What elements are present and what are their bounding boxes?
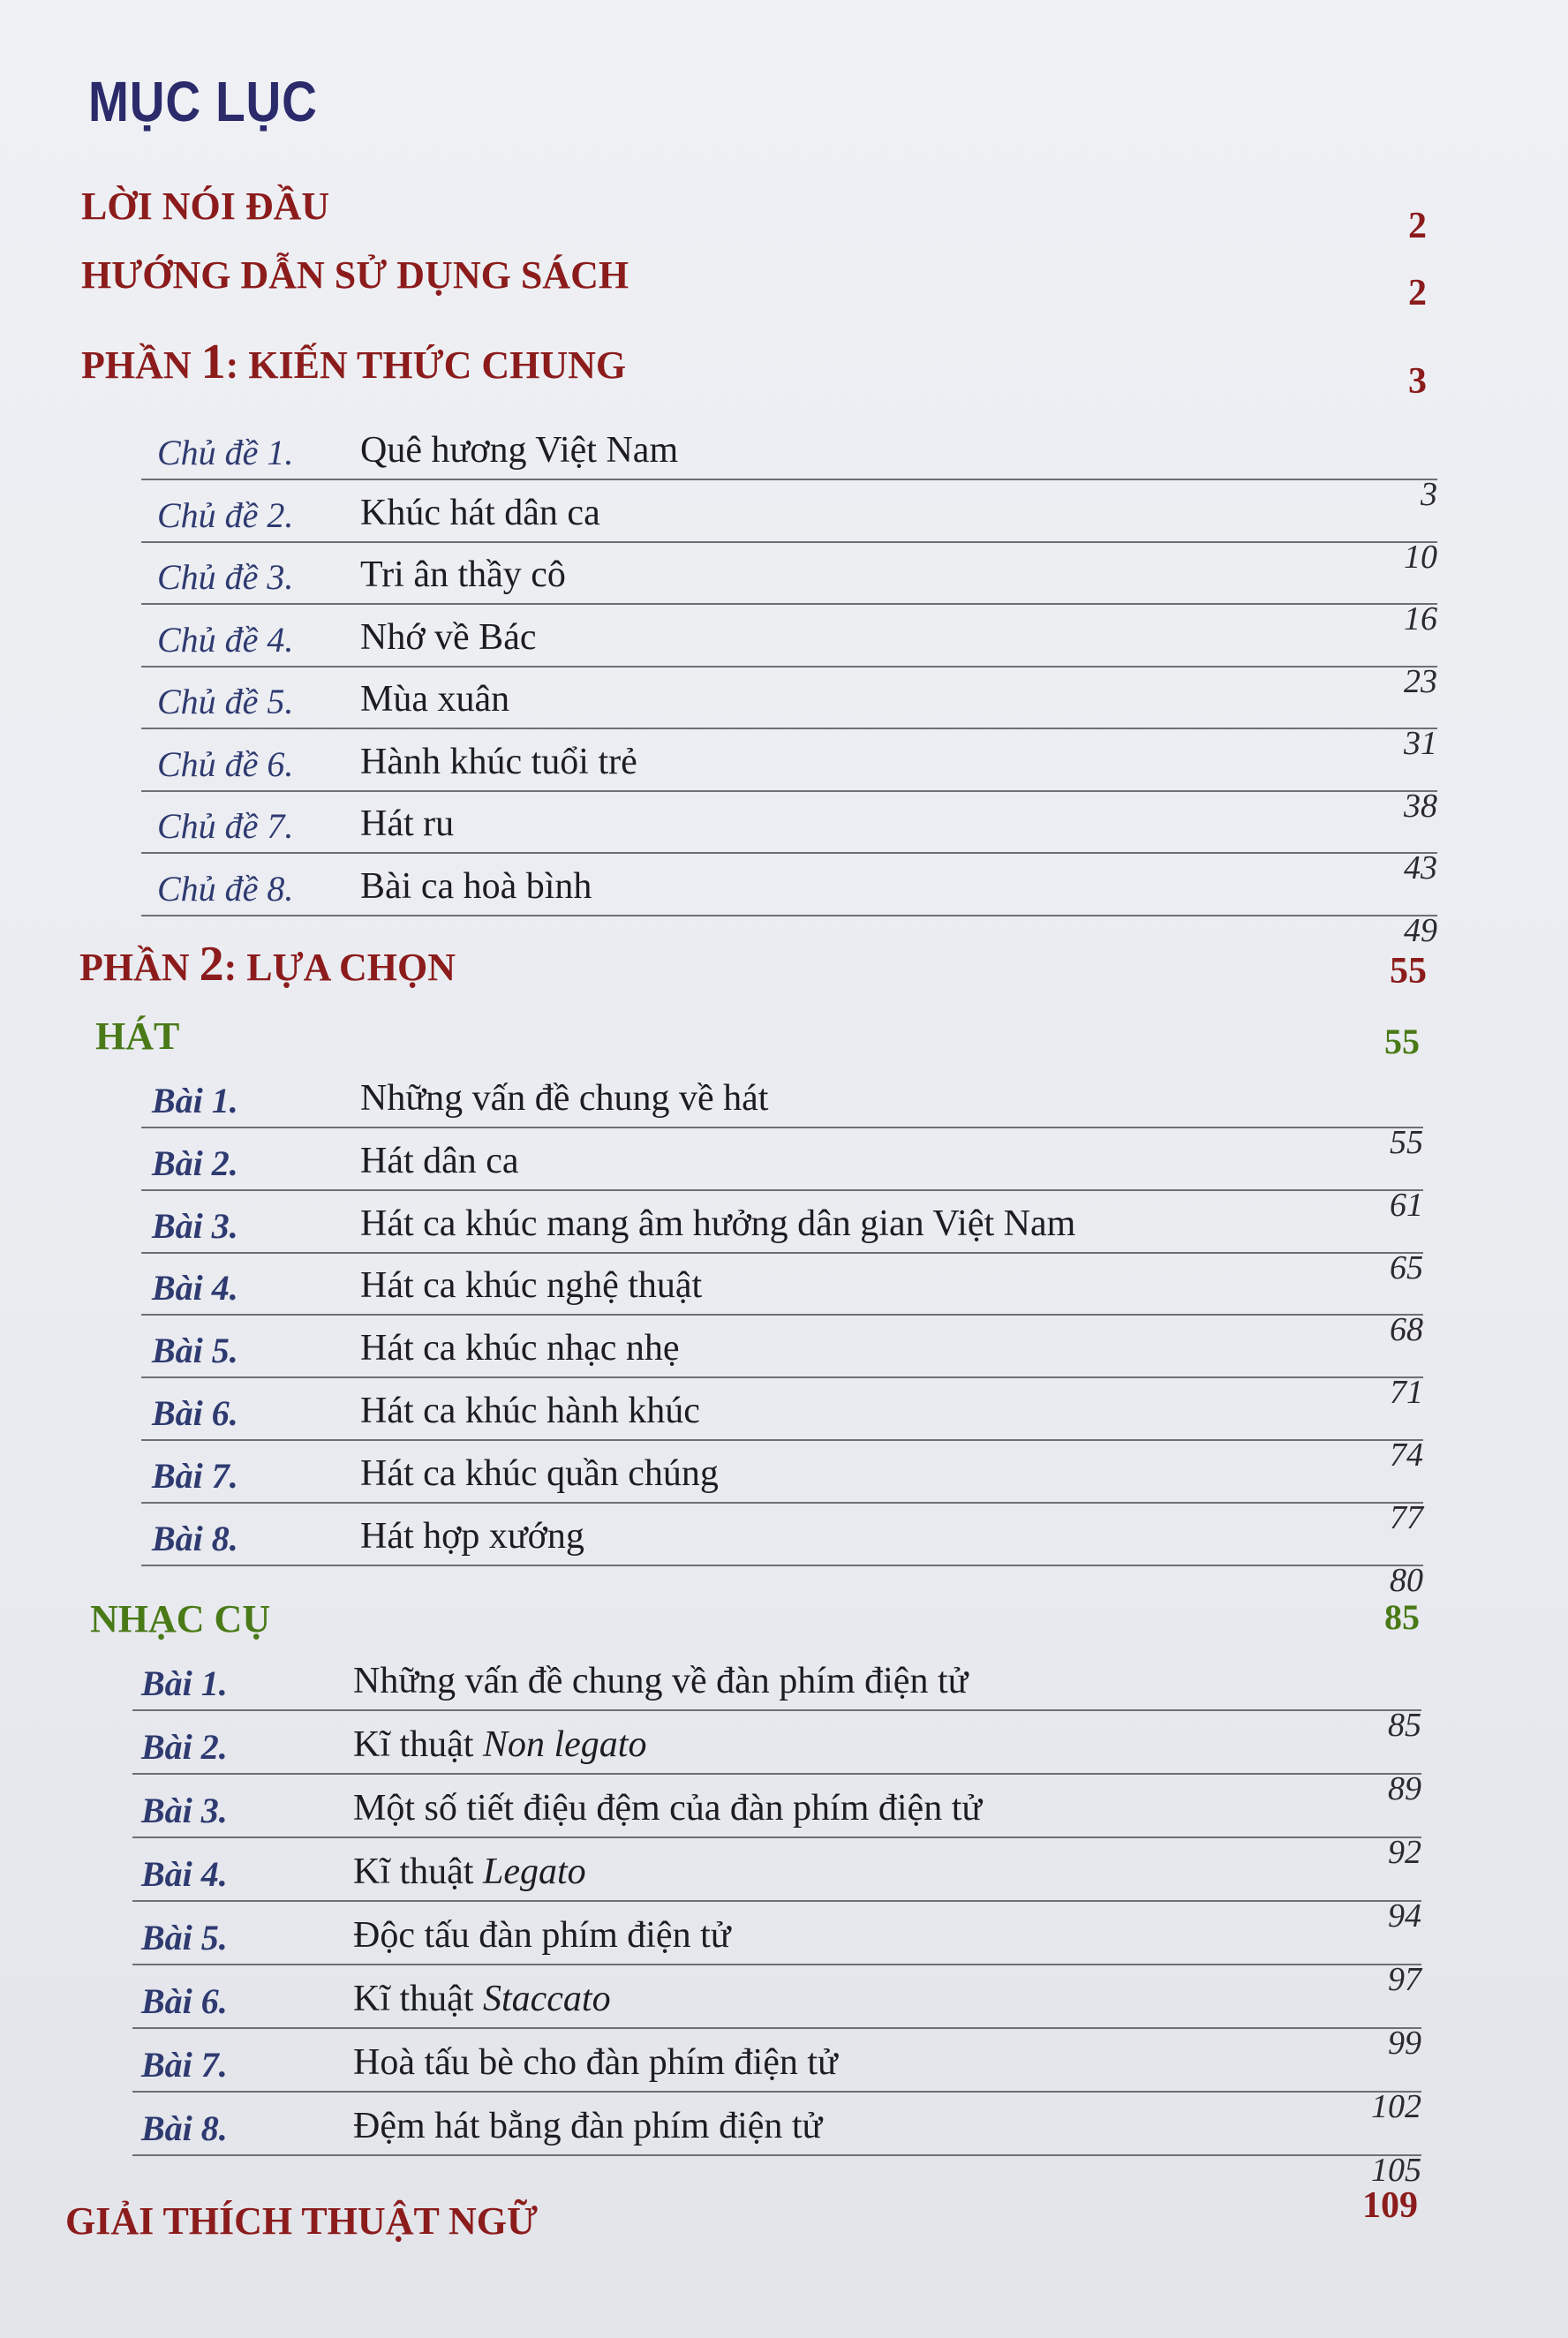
toc-row-page: 80 [1390,1561,1423,1599]
toc-row-title: Hành khúc tuổi trẻ [360,741,637,782]
toc-row-title: Độc tấu đàn phím điện tử [353,1915,731,1956]
toc-row-title: Một số tiết điệu đệm của đàn phím điện tử [353,1788,983,1829]
toc-row-page: 31 [1404,725,1437,762]
toc-row-title: Hát dân ca [360,1140,519,1181]
toc-row [132,1711,1421,1807]
toc-row-label: Chủ đề 7. [157,806,294,846]
toc-row-title: Hát ca khúc quần chúng [360,1452,719,1494]
toc-row-title-text: Kĩ thuật [353,1979,483,2019]
toc-row-page: 85 [1388,1707,1421,1744]
toc-row-page: 89 [1388,1770,1421,1807]
toc-row-title: Mùa xuân [360,679,510,720]
toc-part-2: PHẦN 2: LỰA CHỌN [79,937,456,992]
toc-row-page: 68 [1390,1311,1423,1349]
toc-row-page: 92 [1388,1834,1421,1871]
toc-row-label: Bài 2. [141,1727,228,1767]
toc-row-title: Bài ca hoà bình [360,865,592,907]
toc-row-label: Bài 2. [152,1143,238,1183]
toc-row [132,2093,1421,2189]
toc-row [141,1503,1423,1599]
toc-row-page: 49 [1404,911,1437,949]
toc-row-title: Quê hương Việt Nam [360,430,679,471]
toc-row-label: Bài 6. [152,1393,238,1433]
toc-row-title: Những vấn đề chung về đàn phím điện tử [353,1661,969,1701]
toc-row [132,1838,1421,1935]
toc-row-page: 55 [1390,1124,1423,1161]
toc-entry-foreword: LỜI NÓI ĐẦU [81,185,330,228]
toc-sub-nhaccu: NHẠC CỤ [90,1597,271,1640]
toc-row-page: 71 [1390,1374,1423,1412]
toc-row-label: Bài 3. [152,1205,238,1246]
toc-row-label: Chủ đề 1. [157,433,294,472]
toc-row-page: 97 [1388,1961,1421,1998]
toc-row-title: Đệm hát bằng đàn phím điện tử [353,2106,823,2146]
toc-row-page: 16 [1404,600,1437,637]
toc-row-title: Khúc hát dân ca [360,492,600,533]
toc-row-title-term: Non legato [482,1724,647,1765]
toc-row-page: 23 [1404,662,1437,700]
toc-row-label: Bài 4. [141,1854,228,1894]
toc-row-page: 65 [1390,1248,1423,1286]
toc-page-hat: 55 [1384,1022,1420,1061]
toc-row-label: Bài 1. [141,1663,228,1703]
toc-row [132,1648,1421,1744]
toc-row-title-term: Legato [482,1852,586,1892]
toc-row-title: Hoà tấu bè cho đàn phím điện tử [353,2042,838,2083]
toc-row-page: 99 [1388,2025,1421,2062]
toc-row-title [353,1723,646,1766]
toc-row-label: Bài 3. [141,1791,228,1830]
toc-row-page: 74 [1390,1437,1423,1474]
toc-row-title: Những vấn đề chung về hát [360,1078,769,1119]
toc-row-page: 94 [1388,1897,1421,1935]
toc-row-label: Bài 6. [141,1981,228,2021]
toc-row-label: Bài 5. [152,1331,238,1371]
toc-row-title-text: Kĩ thuật [353,1852,483,1892]
toc-row-page: 3 [1421,476,1437,513]
toc-row [132,1775,1421,1871]
toc-row [132,1965,1421,2062]
toc-row-page: 77 [1390,1498,1423,1536]
toc-row-title-text: Kĩ thuật [353,1724,483,1765]
toc-row-title: Hát ca khúc hành khúc [360,1391,700,1431]
toc-row-title [353,1978,611,2020]
toc-row-label: Bài 7. [141,2045,228,2085]
toc-page-part-2: 55 [1390,951,1427,992]
toc-row-label: Bài 8. [141,2108,228,2148]
toc-row-title: Tri ân thầy cô [360,554,566,595]
toc-row-title: Hát ca khúc nghệ thuật [360,1265,703,1307]
toc-page-part-1: 3 [1408,361,1427,402]
toc-row-title-term: Staccato [482,1979,611,2019]
toc-page-nhaccu: 85 [1384,1597,1420,1637]
toc-row-label: Chủ đề 3. [157,557,294,597]
toc-row-label: Chủ đề 6. [157,743,294,784]
toc-entry-guide: HƯỚNG DẪN SỬ DỤNG SÁCH [81,253,629,297]
toc-row-label: Chủ đề 5. [157,682,294,721]
toc-row-title: Hát hợp xướng [360,1515,584,1557]
toc-row-label: Bài 1. [152,1081,238,1120]
toc-row-label: Chủ đề 8. [157,868,294,909]
toc-row-title: Hát ca khúc nhạc nhẹ [360,1328,680,1369]
toc-row-page: 105 [1371,2152,1421,2189]
toc-row [132,1902,1421,1998]
toc-row-page: 61 [1390,1186,1423,1224]
toc-row-page: 102 [1371,2088,1421,2125]
page-title: MỤC LỤC [88,70,318,133]
toc-row-label: Bài 7. [152,1455,238,1496]
toc-sub-hat: HÁT [95,1014,180,1058]
toc-row-page: 10 [1404,538,1437,576]
toc-row [132,2029,1421,2125]
toc-part-1: PHẦN 1: KIẾN THỨC CHUNG [81,335,627,389]
toc-row-title [353,1851,586,1893]
toc-row [141,853,1437,949]
toc-row-page: 43 [1404,849,1437,886]
toc-row-title: Hát ru [360,803,455,844]
toc-page-guide: 2 [1408,273,1427,313]
toc-page-glossary: 109 [1362,2185,1418,2226]
toc-entry-glossary: GIẢI THÍCH THUẬT NGỮ [65,2199,539,2243]
toc-row-label: Bài 5. [141,1918,228,1957]
toc-row-label: Bài 4. [152,1268,238,1309]
toc-row-label: Chủ đề 2. [157,494,294,535]
toc-row-title: Hát ca khúc mang âm hưởng dân gian Việt Nam [360,1203,1076,1244]
toc-row-label: Chủ đề 4. [157,619,294,660]
toc-row-page: 38 [1404,787,1437,825]
toc-row-label: Bài 8. [152,1518,238,1558]
toc-row-title: Nhớ về Bác [360,616,537,658]
toc-page-foreword: 2 [1408,206,1427,246]
